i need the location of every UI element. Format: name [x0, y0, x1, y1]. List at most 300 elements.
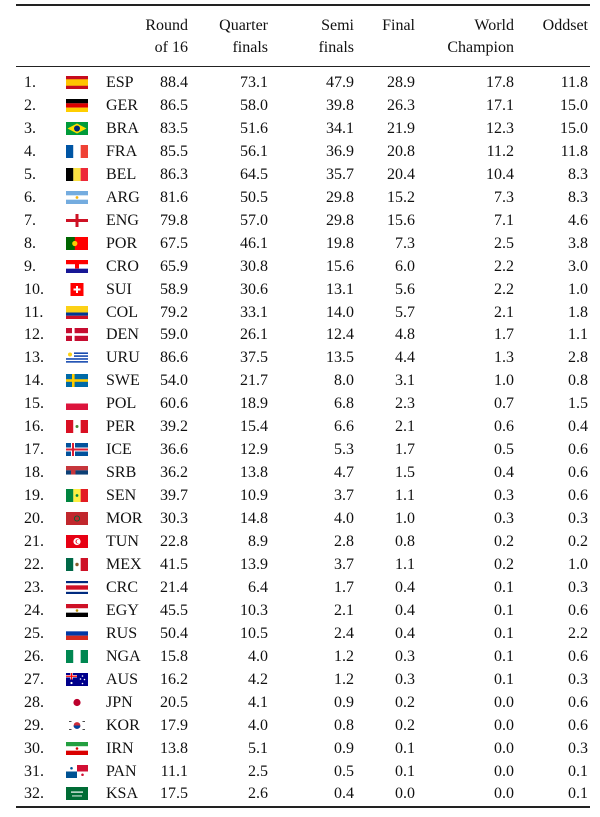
argentina-flag-icon: [66, 191, 88, 204]
final-cell: 2.1: [395, 418, 415, 436]
quarter-finals-cell: 21.7: [240, 372, 268, 390]
rank-cell: 5.: [24, 165, 36, 183]
round-of-16-cell: 86.3: [160, 165, 188, 183]
semi-finals-cell: 6.8: [334, 395, 354, 413]
table-row: [0, 369, 600, 392]
team-code-cell: EGY: [106, 601, 139, 619]
final-cell: 1.7: [395, 441, 415, 459]
panama-flag-icon: [66, 765, 88, 778]
round-of-16-cell: 86.6: [160, 349, 188, 367]
quarter-finals-cell: 26.1: [240, 326, 268, 344]
round-of-16-cell: 81.6: [160, 188, 188, 206]
final-cell: 28.9: [387, 74, 415, 91]
quarter-finals-cell: 6.4: [248, 578, 268, 596]
final-cell: 0.1: [395, 739, 415, 757]
egypt-flag-icon: [66, 604, 88, 617]
quarter-finals-cell: 33.1: [240, 303, 268, 321]
rank-cell: 11.: [24, 303, 44, 321]
sweden-flag-icon: [66, 374, 88, 387]
world-champion-cell: 0.4: [494, 464, 514, 482]
rank-cell: 14.: [24, 372, 44, 390]
quarter-finals-cell: 57.0: [240, 211, 268, 229]
semi-finals-cell: 13.5: [326, 349, 354, 367]
table-row: [0, 461, 600, 484]
team-code-cell: GER: [106, 96, 138, 114]
world-champion-cell: 1.3: [494, 349, 514, 367]
team-code-cell: URU: [106, 349, 140, 367]
team-code-cell: BEL: [106, 165, 137, 183]
table-row: [0, 71, 600, 94]
round-of-16-cell: 21.4: [160, 578, 188, 596]
final-cell: 4.8: [395, 326, 415, 344]
tunisia-flag-icon: [66, 535, 88, 548]
final-cell: 3.1: [395, 372, 415, 390]
mexico-flag-icon: [66, 558, 88, 571]
team-code-cell: NGA: [106, 647, 141, 665]
team-code-cell: SEN: [106, 487, 137, 505]
quarter-finals-cell: 5.1: [248, 739, 268, 757]
team-code-cell: SWE: [106, 372, 140, 390]
round-of-16-cell: 54.0: [160, 372, 188, 390]
rank-cell: 15.: [24, 395, 44, 413]
header-world-champion: World Champion: [447, 17, 514, 56]
table-row: [0, 117, 600, 140]
final-cell: 0.8: [395, 533, 415, 550]
world-champion-cell: 17.1: [486, 96, 514, 114]
rank-cell: 20.: [24, 510, 44, 528]
table-row: [0, 186, 600, 209]
final-cell: 0.1: [395, 762, 415, 780]
final-cell: 15.2: [387, 188, 415, 206]
round-of-16-cell: 22.8: [160, 533, 188, 550]
team-code-cell: KOR: [106, 716, 140, 734]
round-of-16-cell: 11.1: [160, 762, 188, 780]
germany-flag-icon: [66, 99, 88, 112]
round-of-16-cell: 86.5: [160, 96, 188, 114]
rank-cell: 31.: [24, 762, 44, 780]
round-of-16-cell: 67.5: [160, 234, 188, 252]
table-row: [0, 415, 600, 438]
rank-cell: 22.: [24, 555, 44, 573]
world-champion-cell: 7.1: [494, 211, 514, 229]
south-korea-flag-icon: [66, 719, 88, 732]
table-row: [0, 278, 600, 301]
round-of-16-cell: 59.0: [160, 326, 188, 344]
table-row: [0, 346, 600, 369]
semi-finals-cell: 34.1: [326, 119, 354, 137]
rank-cell: 17.: [24, 441, 44, 459]
team-code-cell: POR: [106, 234, 138, 252]
table-row: [0, 255, 600, 278]
rank-cell: 27.: [24, 670, 44, 688]
header-round-of-16: Round of 16: [145, 17, 188, 56]
semi-finals-cell: 4.7: [334, 464, 354, 482]
australia-flag-icon: [66, 673, 88, 686]
uruguay-flag-icon: [66, 351, 88, 364]
bottom-rule: [16, 806, 590, 808]
world-champion-cell: 2.5: [494, 234, 514, 252]
oddset-cell: 0.6: [568, 487, 588, 505]
world-champion-cell: 0.3: [494, 510, 514, 528]
spain-flag-icon: [66, 76, 88, 89]
semi-finals-cell: 8.0: [334, 372, 354, 390]
semi-finals-cell: 12.4: [326, 326, 354, 344]
table-row: [0, 714, 600, 737]
semi-finals-cell: 0.9: [334, 693, 354, 711]
table-row: [0, 438, 600, 461]
semi-finals-cell: 6.6: [334, 418, 354, 436]
russia-flag-icon: [66, 627, 88, 640]
oddset-cell: 15.0: [560, 96, 588, 114]
team-code-cell: CRC: [106, 578, 139, 596]
final-cell: 1.1: [395, 555, 415, 573]
france-flag-icon: [66, 145, 88, 158]
final-cell: 1.5: [395, 464, 415, 482]
semi-finals-cell: 0.8: [334, 716, 354, 734]
table-row: [0, 232, 600, 255]
world-champion-cell: 0.2: [494, 555, 514, 573]
quarter-finals-cell: 30.6: [240, 280, 268, 298]
denmark-flag-icon: [66, 328, 88, 341]
quarter-finals-cell: 2.6: [248, 785, 268, 803]
round-of-16-cell: 79.2: [160, 303, 188, 321]
oddset-cell: 0.1: [568, 785, 588, 803]
oddset-cell: 0.6: [568, 601, 588, 619]
croatia-flag-icon: [66, 260, 88, 273]
world-champion-cell: 1.7: [494, 326, 514, 344]
team-code-cell: PER: [106, 418, 136, 436]
oddset-cell: 1.8: [568, 303, 588, 321]
oddset-cell: 3.8: [568, 234, 588, 252]
final-cell: 7.3: [395, 234, 415, 252]
semi-finals-cell: 4.0: [334, 510, 354, 528]
world-champion-cell: 0.1: [494, 624, 514, 642]
rank-cell: 9.: [24, 257, 36, 275]
world-champion-cell: 0.0: [494, 693, 514, 711]
rank-cell: 7.: [24, 211, 36, 229]
round-of-16-cell: 16.2: [160, 670, 188, 688]
table-row: [0, 553, 600, 576]
saudi-arabia-flag-icon: [66, 787, 88, 800]
oddset-cell: 1.5: [568, 395, 588, 413]
semi-finals-cell: 14.0: [326, 303, 354, 321]
semi-finals-cell: 1.2: [334, 670, 354, 688]
oddset-cell: 0.3: [568, 510, 588, 528]
final-cell: 1.1: [395, 487, 415, 505]
morocco-flag-icon: [66, 512, 88, 525]
team-code-cell: JPN: [106, 693, 133, 711]
final-cell: 4.4: [395, 349, 415, 367]
round-of-16-cell: 58.9: [160, 280, 188, 298]
quarter-finals-cell: 12.9: [240, 441, 268, 459]
semi-finals-cell: 35.7: [326, 165, 354, 183]
final-cell: 0.0: [395, 785, 415, 803]
world-champion-cell: 0.1: [494, 601, 514, 619]
round-of-16-cell: 41.5: [160, 555, 188, 573]
semi-finals-cell: 3.7: [334, 487, 354, 505]
semi-finals-cell: 2.1: [334, 601, 354, 619]
quarter-finals-cell: 37.5: [240, 349, 268, 367]
rank-cell: 19.: [24, 487, 44, 505]
world-champion-cell: 0.0: [494, 762, 514, 780]
rank-cell: 28.: [24, 693, 44, 711]
quarter-finals-cell: 46.1: [240, 234, 268, 252]
world-champion-cell: 0.3: [494, 487, 514, 505]
oddset-cell: 2.8: [568, 349, 588, 367]
final-cell: 26.3: [387, 96, 415, 114]
team-code-cell: SUI: [106, 280, 132, 298]
final-cell: 6.0: [395, 257, 415, 275]
world-champion-cell: 0.2: [494, 533, 514, 550]
world-champion-cell: 7.3: [494, 188, 514, 206]
rank-cell: 30.: [24, 739, 44, 757]
semi-finals-cell: 0.9: [334, 739, 354, 757]
table-row: [0, 760, 600, 783]
world-champion-cell: 0.0: [494, 785, 514, 803]
semi-finals-cell: 29.8: [326, 188, 354, 206]
oddset-cell: 0.8: [568, 372, 588, 390]
semi-finals-cell: 2.4: [334, 624, 354, 642]
world-champion-cell: 2.2: [494, 257, 514, 275]
rank-cell: 12.: [24, 326, 44, 344]
world-champion-cell: 0.5: [494, 441, 514, 459]
header-final: Final: [382, 17, 415, 34]
oddset-cell: 0.6: [568, 716, 588, 734]
table-row: [0, 668, 600, 691]
final-cell: 20.8: [387, 142, 415, 160]
quarter-finals-cell: 8.9: [248, 533, 268, 550]
table-row: [0, 507, 600, 530]
world-champion-cell: 12.3: [486, 119, 514, 137]
final-cell: 0.4: [395, 624, 415, 642]
rank-cell: 26.: [24, 647, 44, 665]
rank-cell: 23.: [24, 578, 44, 596]
portugal-flag-icon: [66, 237, 88, 250]
rank-cell: 24.: [24, 601, 44, 619]
semi-finals-cell: 1.7: [334, 578, 354, 596]
header-rule: [16, 66, 590, 67]
round-of-16-cell: 17.9: [160, 716, 188, 734]
round-of-16-cell: 65.9: [160, 257, 188, 275]
costa-rica-flag-icon: [66, 581, 88, 594]
team-code-cell: DEN: [106, 326, 139, 344]
oddset-cell: 1.1: [568, 326, 588, 344]
final-cell: 1.0: [395, 510, 415, 528]
table-row: [0, 392, 600, 415]
world-champion-cell: 2.1: [494, 303, 514, 321]
semi-finals-cell: 47.9: [326, 74, 354, 91]
oddset-cell: 8.3: [568, 188, 588, 206]
oddset-cell: 11.8: [560, 74, 588, 91]
table-row: [0, 323, 600, 346]
world-champion-cell: 2.2: [494, 280, 514, 298]
team-code-cell: COL: [106, 303, 138, 321]
oddset-cell: 0.3: [568, 670, 588, 688]
oddset-cell: 0.3: [568, 578, 588, 596]
team-code-cell: ENG: [106, 211, 139, 229]
rank-cell: 1.: [24, 74, 36, 91]
table-row: [0, 576, 600, 599]
table-row: [0, 301, 600, 324]
oddset-cell: 3.0: [568, 257, 588, 275]
rank-cell: 10.: [24, 280, 44, 298]
team-code-cell: SRB: [106, 464, 137, 482]
senegal-flag-icon: [66, 489, 88, 502]
quarter-finals-cell: 50.5: [240, 188, 268, 206]
semi-finals-cell: 5.3: [334, 441, 354, 459]
quarter-finals-cell: 4.0: [248, 647, 268, 665]
switzerland-flag-icon: [66, 283, 88, 296]
rank-cell: 2.: [24, 96, 36, 114]
team-code-cell: AUS: [106, 670, 139, 688]
table-row: [0, 484, 600, 507]
world-champion-cell: 0.7: [494, 395, 514, 413]
final-cell: 20.4: [387, 165, 415, 183]
world-champion-cell: 1.0: [494, 372, 514, 390]
quarter-finals-cell: 64.5: [240, 165, 268, 183]
round-of-16-cell: 50.4: [160, 624, 188, 642]
rank-cell: 21.: [24, 533, 44, 550]
iran-flag-icon: [66, 742, 88, 755]
quarter-finals-cell: 18.9: [240, 395, 268, 413]
table-row: [0, 599, 600, 622]
quarter-finals-cell: 15.4: [240, 418, 268, 436]
semi-finals-cell: 19.8: [326, 234, 354, 252]
oddset-cell: 11.8: [560, 142, 588, 160]
belgium-flag-icon: [66, 168, 88, 181]
rank-cell: 13.: [24, 349, 44, 367]
world-champion-cell: 17.8: [486, 74, 514, 91]
serbia-flag-icon: [66, 466, 88, 479]
quarter-finals-cell: 2.5: [248, 762, 268, 780]
table-row: [0, 94, 600, 117]
table-row: [0, 737, 600, 760]
round-of-16-cell: 36.2: [160, 464, 188, 482]
header-quarter-finals: Quarter finals: [219, 17, 268, 56]
final-cell: 15.6: [387, 211, 415, 229]
team-code-cell: ICE: [106, 441, 132, 459]
round-of-16-cell: 79.8: [160, 211, 188, 229]
quarter-finals-cell: 4.1: [248, 693, 268, 711]
semi-finals-cell: 0.4: [334, 785, 354, 803]
quarter-finals-cell: 10.3: [240, 601, 268, 619]
round-of-16-cell: 39.2: [160, 418, 188, 436]
team-code-cell: PAN: [106, 762, 137, 780]
team-code-cell: ESP: [106, 74, 134, 91]
poland-flag-icon: [66, 397, 88, 410]
team-code-cell: MEX: [106, 555, 142, 573]
world-champion-cell: 0.0: [494, 716, 514, 734]
rank-cell: 18.: [24, 464, 44, 482]
rank-cell: 6.: [24, 188, 36, 206]
oddset-cell: 0.6: [568, 464, 588, 482]
world-champion-cell: 10.4: [486, 165, 514, 183]
semi-finals-cell: 0.5: [334, 762, 354, 780]
team-code-cell: IRN: [106, 739, 134, 757]
table-row: [0, 163, 600, 186]
oddset-cell: 4.6: [568, 211, 588, 229]
semi-finals-cell: 2.8: [334, 533, 354, 550]
team-code-cell: CRO: [106, 257, 139, 275]
oddset-cell: 8.3: [568, 165, 588, 183]
final-cell: 0.2: [395, 716, 415, 734]
round-of-16-cell: 36.6: [160, 441, 188, 459]
final-cell: 5.7: [395, 303, 415, 321]
quarter-finals-cell: 30.8: [240, 257, 268, 275]
nigeria-flag-icon: [66, 650, 88, 663]
brazil-flag-icon: [66, 122, 88, 135]
final-cell: 0.3: [395, 647, 415, 665]
rank-cell: 25.: [24, 624, 44, 642]
round-of-16-cell: 85.5: [160, 142, 188, 160]
oddset-cell: 1.0: [568, 280, 588, 298]
final-cell: 5.6: [395, 280, 415, 298]
top-rule: [16, 4, 590, 6]
quarter-finals-cell: 14.8: [240, 510, 268, 528]
table-row: [0, 209, 600, 232]
team-code-cell: POL: [106, 395, 137, 413]
oddset-cell: 0.6: [568, 647, 588, 665]
round-of-16-cell: 13.8: [160, 739, 188, 757]
final-cell: 0.4: [395, 578, 415, 596]
final-cell: 0.4: [395, 601, 415, 619]
team-code-cell: TUN: [106, 533, 139, 550]
semi-finals-cell: 3.7: [334, 555, 354, 573]
oddset-cell: 2.2: [568, 624, 588, 642]
oddset-cell: 0.1: [568, 762, 588, 780]
semi-finals-cell: 29.8: [326, 211, 354, 229]
quarter-finals-cell: 73.1: [240, 74, 268, 91]
round-of-16-cell: 45.5: [160, 601, 188, 619]
rank-cell: 16.: [24, 418, 44, 436]
quarter-finals-cell: 13.8: [240, 464, 268, 482]
rank-cell: 32.: [24, 785, 44, 803]
team-code-cell: MOR: [106, 510, 143, 528]
world-champion-cell: 11.2: [486, 142, 514, 160]
team-code-cell: BRA: [106, 119, 139, 137]
oddset-cell: 15.0: [560, 119, 588, 137]
team-code-cell: RUS: [106, 624, 138, 642]
round-of-16-cell: 30.3: [160, 510, 188, 528]
table-row: [0, 645, 600, 668]
round-of-16-cell: 20.5: [160, 693, 188, 711]
header-semi-finals: Semi finals: [318, 17, 354, 56]
header-oddset: Oddset: [542, 17, 588, 34]
oddset-cell: 0.6: [568, 441, 588, 459]
semi-finals-cell: 15.6: [326, 257, 354, 275]
rank-cell: 4.: [24, 142, 36, 160]
team-code-cell: KSA: [106, 785, 139, 803]
england-flag-icon: [66, 214, 88, 227]
colombia-flag-icon: [66, 306, 88, 319]
table-row: [0, 691, 600, 714]
rank-cell: 29.: [24, 716, 44, 734]
rank-cell: 8.: [24, 234, 36, 252]
japan-flag-icon: [66, 696, 88, 709]
oddset-cell: 0.6: [568, 693, 588, 711]
quarter-finals-cell: 4.2: [248, 670, 268, 688]
final-cell: 21.9: [387, 119, 415, 137]
quarter-finals-cell: 51.6: [240, 119, 268, 137]
semi-finals-cell: 1.2: [334, 647, 354, 665]
round-of-16-cell: 60.6: [160, 395, 188, 413]
round-of-16-cell: 17.5: [160, 785, 188, 803]
oddset-cell: 0.4: [568, 418, 588, 436]
world-champion-cell: 0.1: [494, 670, 514, 688]
quarter-finals-cell: 13.9: [240, 555, 268, 573]
table-row: [0, 140, 600, 163]
semi-finals-cell: 13.1: [326, 280, 354, 298]
